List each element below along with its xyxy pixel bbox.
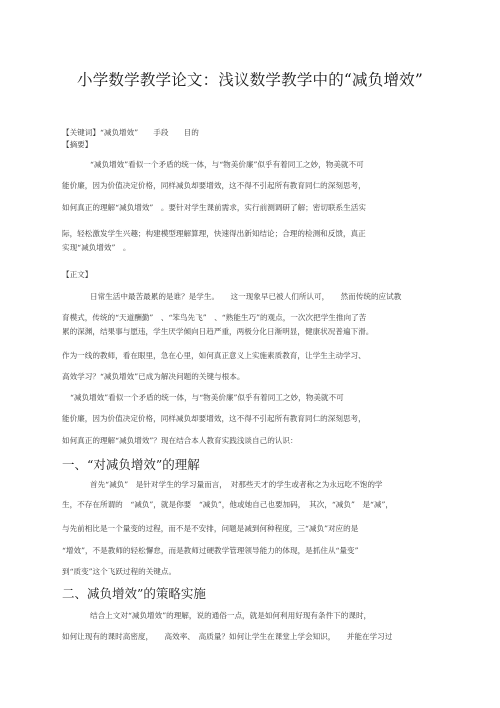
- abstract-line: 能价廉，因为价值决定价格，同样减负却要增效，这不得不引起所有教育同仁的深刻思考，: [62, 181, 366, 190]
- body-line: 育模式，传统的“天道酬勤” 、“笨鸟先飞” 、“熟能生巧”的观点，一次次把学生推向了苦: [62, 313, 367, 322]
- section1-line: 与先前相比是一个量变的过程，而不是不安排，问题是减到何种程度，三“减负”对应的是: [62, 524, 359, 533]
- body-line: “减负增效”看似一个矛盾的统一体，与“物美价廉”似乎有着同工之妙，物美就不可: [70, 393, 344, 402]
- body-label: 【正文】: [62, 270, 93, 279]
- abstract-line: 际，轻松激发学生兴趣；构建模型理解算理，快速得出新知结论；合理的检测和反馈，真正: [62, 229, 366, 238]
- body-line: 累的深渊，结果事与愿违，学生厌学倾向日趋严重，两极分化日渐明显，健康状况普遍下滑。: [62, 327, 374, 336]
- abstract-line: 如何真正的理解“减负增效” 。要针对学生课前需求，实行前测调研了解；密切联系生活实: [62, 203, 366, 212]
- section1-line: “增效”，不是教师的轻松懈怠，而是教师过硬教学管理领导能力的体现，是抓住从“量变”: [62, 546, 359, 555]
- abstract-line: “减负增效”看似一个矛盾的统一体，与“物美价廉”似乎有着同工之妙，物美就不可: [90, 160, 364, 169]
- section2-line: 如何让现有的课时高密度， 高效率、 高质量？如何让学生在课堂上学会知识， 并能在学习过: [62, 632, 393, 641]
- keywords-line: 【关键词】“减负增效” 手段 目的: [62, 128, 199, 137]
- abstract-label: 【摘要】: [62, 140, 93, 149]
- section2-line: 结合上文对“减负增效”的理解，说的通俗一点，就是如何利用好现有条件下的课时，: [90, 611, 372, 620]
- body-line: 日常生活中最苦最累的是谁？是学生。 这一现象早已被人们所认可， 然而传统的应试教: [90, 292, 402, 301]
- body-line: 作为一线的教师，看在眼里，急在心里，如何真正意义上实施素质教育，让学生主动学习、: [62, 351, 366, 360]
- section-heading-1: 一、“对减负增效”的理解: [62, 457, 200, 472]
- section1-line: 首先“减负” 是针对学生的学习量而言， 对那些天才的学生或者称之为永远吃不饱的学: [90, 480, 383, 489]
- abstract-line: 实现“减负增效” 。: [62, 243, 131, 252]
- body-line: 高效学习？“减负增效”已成为解决问题的关键与根本。: [62, 372, 245, 381]
- section1-line: 生，不存在所谓的 “减负”，就是你要 “减负”，他或她自己也要加码， 其次，“减负” 是“减”，: [62, 500, 394, 509]
- body-line: 如何真正的理解“减负增效”？现在结合本人教育实践浅谈自己的认识：: [62, 436, 298, 445]
- body-line: 能价廉，因为价值决定价格，同样减负却要增效，这不得不引起所有教育同仁的深刻思考，: [62, 414, 366, 423]
- page-title: 小学数学教学论文：浅议数学教学中的“减负增效”: [77, 71, 423, 89]
- section1-line: 到“质变”这个飞跃过程的关键点。: [62, 567, 177, 576]
- section-heading-2: 二、减负增效”的策略实施: [62, 586, 206, 601]
